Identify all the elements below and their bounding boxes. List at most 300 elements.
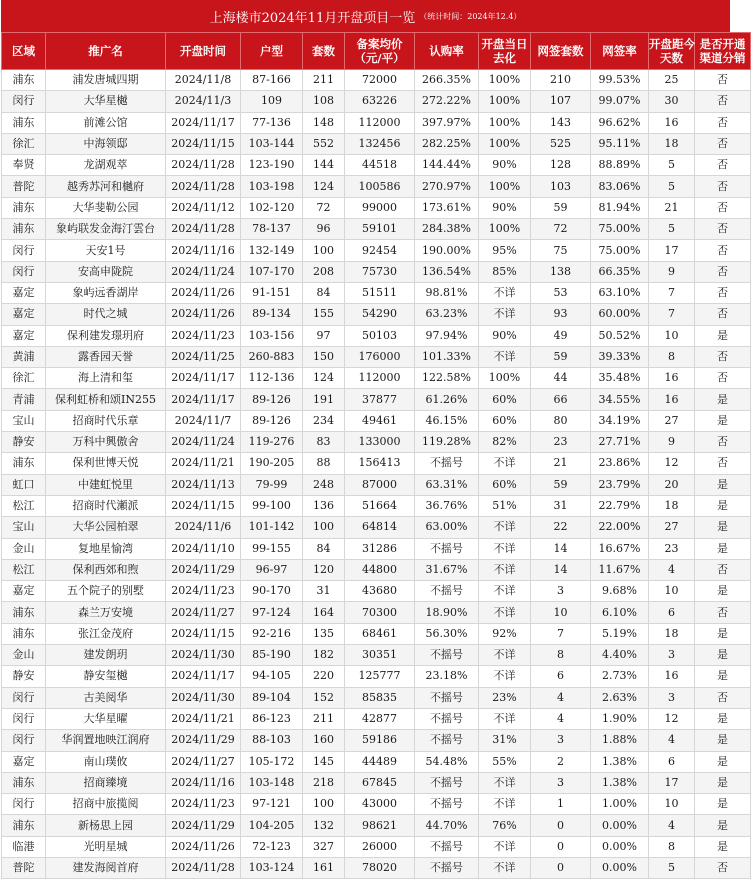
cell-avg-price: 64814	[345, 517, 415, 538]
cell-day-sellthrough: 不详	[479, 708, 531, 729]
cell-days-since-open: 7	[649, 282, 695, 303]
cell-region: 嘉定	[2, 282, 46, 303]
cell-days-since-open: 5	[649, 176, 695, 197]
table-row	[2, 133, 751, 154]
cell-open-date: 2024/11/26	[166, 304, 241, 325]
table-row	[2, 559, 751, 580]
cell-channel-distribution: 是	[695, 815, 751, 836]
cell-signed-count: 59	[531, 474, 591, 495]
cell-project-name: 建发海阅首府	[46, 857, 166, 878]
cell-project-name: 华润置地映江润府	[46, 730, 166, 751]
cell-days-since-open: 8	[649, 836, 695, 857]
cell-signed-count: 210	[531, 70, 591, 91]
cell-channel-distribution: 是	[695, 410, 751, 431]
cell-project-name: 新杨思上园	[46, 815, 166, 836]
cell-day-sellthrough: 不详	[479, 346, 531, 367]
cell-unit-size: 85-190	[241, 645, 303, 666]
cell-unit-size: 89-134	[241, 304, 303, 325]
cell-channel-distribution: 是	[695, 389, 751, 410]
sheet-title-note: （统计时间：2024年12.4）	[419, 11, 522, 21]
cell-day-sellthrough: 不详	[479, 581, 531, 602]
column-header-days-since-open: 开盘距今 天数	[649, 33, 695, 70]
cell-channel-distribution: 是	[695, 730, 751, 751]
cell-days-since-open: 21	[649, 197, 695, 218]
cell-unit-size: 112-136	[241, 368, 303, 389]
cell-avg-price: 70300	[345, 602, 415, 623]
cell-signed-count: 14	[531, 559, 591, 580]
cell-signed-rate: 22.79%	[591, 495, 649, 516]
table-row	[2, 794, 751, 815]
cell-unit-size: 99-155	[241, 538, 303, 559]
cell-signed-count: 14	[531, 538, 591, 559]
table-row	[2, 453, 751, 474]
cell-day-sellthrough: 82%	[479, 432, 531, 453]
cell-unit-size: 92-216	[241, 623, 303, 644]
cell-region: 松江	[2, 559, 46, 580]
table-row	[2, 91, 751, 112]
cell-days-since-open: 20	[649, 474, 695, 495]
cell-days-since-open: 27	[649, 517, 695, 538]
cell-day-sellthrough: 60%	[479, 474, 531, 495]
cell-channel-distribution: 是	[695, 772, 751, 793]
cell-project-name: 海上清和玺	[46, 368, 166, 389]
cell-signed-rate: 4.40%	[591, 645, 649, 666]
cell-unit-size: 103-144	[241, 133, 303, 154]
cell-unit-count: 218	[303, 772, 345, 793]
cell-unit-count: 155	[303, 304, 345, 325]
cell-signed-count: 3	[531, 730, 591, 751]
cell-signed-rate: 27.71%	[591, 432, 649, 453]
cell-project-name: 保利虹桥和颂IN255	[46, 389, 166, 410]
cell-avg-price: 156413	[345, 453, 415, 474]
cell-unit-count: 150	[303, 346, 345, 367]
cell-project-name: 天安1号	[46, 240, 166, 261]
table-row	[2, 687, 751, 708]
cell-signed-count: 2	[531, 751, 591, 772]
cell-channel-distribution: 否	[695, 197, 751, 218]
cell-open-date: 2024/11/23	[166, 325, 241, 346]
cell-project-name: 浦发唐城四期	[46, 70, 166, 91]
cell-day-sellthrough: 100%	[479, 112, 531, 133]
cell-unit-size: 109	[241, 91, 303, 112]
cell-avg-price: 75730	[345, 261, 415, 282]
cell-unit-count: 100	[303, 517, 345, 538]
cell-region: 嘉定	[2, 304, 46, 325]
cell-day-sellthrough: 100%	[479, 91, 531, 112]
table-row	[2, 368, 751, 389]
cell-unit-count: 31	[303, 581, 345, 602]
cell-open-date: 2024/11/25	[166, 346, 241, 367]
cell-signed-rate: 66.35%	[591, 261, 649, 282]
cell-signed-rate: 34.19%	[591, 410, 649, 431]
cell-region: 嘉定	[2, 325, 46, 346]
cell-subscription-rate: 144.44%	[415, 155, 479, 176]
cell-day-sellthrough: 不详	[479, 666, 531, 687]
cell-subscription-rate: 63.00%	[415, 517, 479, 538]
cell-channel-distribution: 否	[695, 368, 751, 389]
cell-avg-price: 54290	[345, 304, 415, 325]
cell-avg-price: 72000	[345, 70, 415, 91]
cell-signed-rate: 83.06%	[591, 176, 649, 197]
cell-subscription-rate: 63.31%	[415, 474, 479, 495]
cell-unit-count: 97	[303, 325, 345, 346]
cell-open-date: 2024/11/26	[166, 836, 241, 857]
cell-open-date: 2024/11/16	[166, 240, 241, 261]
cell-signed-rate: 0.00%	[591, 815, 649, 836]
table-row	[2, 304, 751, 325]
table-row	[2, 176, 751, 197]
table-row	[2, 857, 751, 878]
cell-subscription-rate: 不摇号	[415, 836, 479, 857]
cell-channel-distribution: 是	[695, 751, 751, 772]
cell-day-sellthrough: 60%	[479, 389, 531, 410]
cell-subscription-rate: 190.00%	[415, 240, 479, 261]
cell-days-since-open: 6	[649, 751, 695, 772]
sheet-title-bar	[1, 0, 730, 32]
cell-project-name: 安高申陇院	[46, 261, 166, 282]
cell-signed-rate: 1.90%	[591, 708, 649, 729]
cell-days-since-open: 17	[649, 240, 695, 261]
cell-region: 浦东	[2, 70, 46, 91]
cell-project-name: 大华星樾	[46, 91, 166, 112]
cell-channel-distribution: 否	[695, 133, 751, 154]
cell-unit-size: 103-156	[241, 325, 303, 346]
cell-avg-price: 50103	[345, 325, 415, 346]
cell-unit-count: 84	[303, 538, 345, 559]
cell-unit-size: 97-124	[241, 602, 303, 623]
cell-signed-count: 143	[531, 112, 591, 133]
cell-subscription-rate: 101.33%	[415, 346, 479, 367]
cell-unit-size: 103-124	[241, 857, 303, 878]
cell-avg-price: 59101	[345, 219, 415, 240]
cell-open-date: 2024/11/28	[166, 176, 241, 197]
cell-subscription-rate: 282.25%	[415, 133, 479, 154]
cell-project-name: 前滩公馆	[46, 112, 166, 133]
cell-open-date: 2024/11/26	[166, 282, 241, 303]
cell-region: 闵行	[2, 240, 46, 261]
cell-project-name: 中建虹悦里	[46, 474, 166, 495]
cell-unit-count: 72	[303, 197, 345, 218]
cell-unit-size: 94-105	[241, 666, 303, 687]
cell-subscription-rate: 不摇号	[415, 772, 479, 793]
cell-signed-rate: 1.38%	[591, 772, 649, 793]
cell-project-name: 象屿远香湖岸	[46, 282, 166, 303]
cell-avg-price: 67845	[345, 772, 415, 793]
cell-project-name: 中海领邸	[46, 133, 166, 154]
cell-day-sellthrough: 不详	[479, 453, 531, 474]
cell-day-sellthrough: 不详	[479, 857, 531, 878]
cell-unit-size: 97-121	[241, 794, 303, 815]
cell-channel-distribution: 否	[695, 91, 751, 112]
cell-signed-rate: 34.55%	[591, 389, 649, 410]
cell-days-since-open: 3	[649, 645, 695, 666]
cell-day-sellthrough: 90%	[479, 155, 531, 176]
cell-signed-count: 107	[531, 91, 591, 112]
cell-unit-count: 135	[303, 623, 345, 644]
cell-signed-rate: 2.63%	[591, 687, 649, 708]
cell-unit-size: 77-136	[241, 112, 303, 133]
cell-project-name: 招商时代瀬派	[46, 495, 166, 516]
cell-signed-count: 80	[531, 410, 591, 431]
cell-signed-count: 8	[531, 645, 591, 666]
cell-unit-count: 120	[303, 559, 345, 580]
cell-days-since-open: 9	[649, 261, 695, 282]
cell-channel-distribution: 否	[695, 240, 751, 261]
cell-subscription-rate: 46.15%	[415, 410, 479, 431]
cell-open-date: 2024/11/15	[166, 623, 241, 644]
cell-signed-count: 49	[531, 325, 591, 346]
cell-region: 徐汇	[2, 368, 46, 389]
cell-signed-rate: 1.88%	[591, 730, 649, 751]
cell-days-since-open: 5	[649, 155, 695, 176]
cell-subscription-rate: 270.97%	[415, 176, 479, 197]
cell-signed-rate: 75.00%	[591, 219, 649, 240]
cell-avg-price: 78020	[345, 857, 415, 878]
cell-avg-price: 125777	[345, 666, 415, 687]
cell-avg-price: 49461	[345, 410, 415, 431]
cell-region: 嘉定	[2, 581, 46, 602]
cell-region: 闵行	[2, 794, 46, 815]
cell-unit-size: 190-205	[241, 453, 303, 474]
cell-avg-price: 31286	[345, 538, 415, 559]
cell-unit-count: 148	[303, 112, 345, 133]
cell-subscription-rate: 44.70%	[415, 815, 479, 836]
cell-subscription-rate: 173.61%	[415, 197, 479, 218]
cell-unit-size: 260-883	[241, 346, 303, 367]
column-header-signed-rate: 网签率	[591, 33, 649, 70]
table-row	[2, 495, 751, 516]
cell-day-sellthrough: 23%	[479, 687, 531, 708]
cell-open-date: 2024/11/24	[166, 432, 241, 453]
cell-region: 浦东	[2, 197, 46, 218]
table-row	[2, 197, 751, 218]
cell-avg-price: 30351	[345, 645, 415, 666]
cell-day-sellthrough: 51%	[479, 495, 531, 516]
cell-channel-distribution: 否	[695, 687, 751, 708]
cell-avg-price: 44489	[345, 751, 415, 772]
cell-project-name: 大华公园柏翠	[46, 517, 166, 538]
cell-signed-rate: 0.00%	[591, 857, 649, 878]
cell-channel-distribution: 否	[695, 432, 751, 453]
cell-subscription-rate: 397.97%	[415, 112, 479, 133]
cell-subscription-rate: 不摇号	[415, 794, 479, 815]
table-row	[2, 410, 751, 431]
column-header-avg-price: 备案均价 （元/平）	[345, 33, 415, 70]
cell-signed-count: 0	[531, 815, 591, 836]
cell-subscription-rate: 122.58%	[415, 368, 479, 389]
cell-avg-price: 112000	[345, 368, 415, 389]
cell-signed-count: 72	[531, 219, 591, 240]
cell-unit-size: 78-137	[241, 219, 303, 240]
table-row	[2, 581, 751, 602]
cell-signed-rate: 39.33%	[591, 346, 649, 367]
cell-unit-count: 182	[303, 645, 345, 666]
cell-unit-size: 79-99	[241, 474, 303, 495]
cell-avg-price: 112000	[345, 112, 415, 133]
cell-signed-count: 59	[531, 197, 591, 218]
cell-signed-count: 66	[531, 389, 591, 410]
cell-signed-count: 6	[531, 666, 591, 687]
cell-signed-rate: 95.11%	[591, 133, 649, 154]
cell-days-since-open: 10	[649, 581, 695, 602]
cell-unit-count: 327	[303, 836, 345, 857]
cell-day-sellthrough: 85%	[479, 261, 531, 282]
cell-subscription-rate: 不摇号	[415, 730, 479, 751]
cell-region: 普陀	[2, 857, 46, 878]
cell-days-since-open: 4	[649, 559, 695, 580]
cell-open-date: 2024/11/6	[166, 517, 241, 538]
cell-project-name: 时代之城	[46, 304, 166, 325]
cell-unit-size: 119-276	[241, 432, 303, 453]
cell-signed-rate: 88.89%	[591, 155, 649, 176]
cell-subscription-rate: 不摇号	[415, 857, 479, 878]
cell-subscription-rate: 不摇号	[415, 687, 479, 708]
cell-signed-count: 22	[531, 517, 591, 538]
table-row	[2, 708, 751, 729]
cell-open-date: 2024/11/17	[166, 368, 241, 389]
cell-open-date: 2024/11/15	[166, 133, 241, 154]
cell-signed-count: 0	[531, 836, 591, 857]
cell-open-date: 2024/11/21	[166, 453, 241, 474]
cell-region: 徐汇	[2, 133, 46, 154]
cell-signed-rate: 99.53%	[591, 70, 649, 91]
cell-subscription-rate: 61.26%	[415, 389, 479, 410]
cell-channel-distribution: 否	[695, 112, 751, 133]
cell-unit-count: 191	[303, 389, 345, 410]
table-row	[2, 666, 751, 687]
cell-open-date: 2024/11/17	[166, 666, 241, 687]
cell-region: 闵行	[2, 730, 46, 751]
cell-unit-count: 124	[303, 368, 345, 389]
cell-subscription-rate: 56.30%	[415, 623, 479, 644]
cell-day-sellthrough: 76%	[479, 815, 531, 836]
cell-signed-rate: 16.67%	[591, 538, 649, 559]
cell-signed-count: 3	[531, 772, 591, 793]
cell-channel-distribution: 是	[695, 708, 751, 729]
cell-day-sellthrough: 100%	[479, 176, 531, 197]
cell-subscription-rate: 97.94%	[415, 325, 479, 346]
cell-region: 浦东	[2, 815, 46, 836]
cell-days-since-open: 16	[649, 112, 695, 133]
cell-subscription-rate: 36.76%	[415, 495, 479, 516]
cell-unit-count: 248	[303, 474, 345, 495]
cell-region: 浦东	[2, 219, 46, 240]
cell-avg-price: 176000	[345, 346, 415, 367]
cell-region: 宝山	[2, 410, 46, 431]
cell-region: 松江	[2, 495, 46, 516]
column-header-region: 区域	[2, 33, 46, 70]
cell-open-date: 2024/11/29	[166, 815, 241, 836]
cell-signed-count: 31	[531, 495, 591, 516]
cell-signed-count: 138	[531, 261, 591, 282]
cell-unit-size: 96-97	[241, 559, 303, 580]
table-row	[2, 474, 751, 495]
table-row	[2, 219, 751, 240]
cell-avg-price: 85835	[345, 687, 415, 708]
cell-subscription-rate: 284.38%	[415, 219, 479, 240]
table-row	[2, 325, 751, 346]
cell-channel-distribution: 是	[695, 794, 751, 815]
cell-unit-count: 145	[303, 751, 345, 772]
cell-open-date: 2024/11/23	[166, 581, 241, 602]
cell-unit-count: 83	[303, 432, 345, 453]
table-row	[2, 282, 751, 303]
cell-open-date: 2024/11/28	[166, 857, 241, 878]
cell-project-name: 大华斐勒公园	[46, 197, 166, 218]
table-row	[2, 389, 751, 410]
column-header-unit-size: 户型	[241, 33, 303, 70]
column-header-day-sellthrough: 开盘当日 去化	[479, 33, 531, 70]
cell-avg-price: 68461	[345, 623, 415, 644]
cell-unit-size: 89-126	[241, 410, 303, 431]
cell-signed-rate: 11.67%	[591, 559, 649, 580]
cell-open-date: 2024/11/12	[166, 197, 241, 218]
cell-channel-distribution: 否	[695, 70, 751, 91]
cell-unit-count: 88	[303, 453, 345, 474]
cell-day-sellthrough: 不详	[479, 282, 531, 303]
cell-unit-size: 88-103	[241, 730, 303, 751]
cell-unit-count: 136	[303, 495, 345, 516]
cell-channel-distribution: 是	[695, 474, 751, 495]
cell-open-date: 2024/11/28	[166, 155, 241, 176]
cell-region: 临港	[2, 836, 46, 857]
cell-unit-size: 89-126	[241, 389, 303, 410]
cell-day-sellthrough: 不详	[479, 559, 531, 580]
cell-unit-count: 100	[303, 794, 345, 815]
cell-avg-price: 132456	[345, 133, 415, 154]
cell-subscription-rate: 不摇号	[415, 645, 479, 666]
cell-subscription-rate: 不摇号	[415, 538, 479, 559]
cell-signed-rate: 6.10%	[591, 602, 649, 623]
cell-open-date: 2024/11/13	[166, 474, 241, 495]
cell-subscription-rate: 31.67%	[415, 559, 479, 580]
cell-signed-rate: 75.00%	[591, 240, 649, 261]
cell-project-name: 建发朗玥	[46, 645, 166, 666]
cell-open-date: 2024/11/28	[166, 219, 241, 240]
cell-signed-count: 23	[531, 432, 591, 453]
column-header-subscription-rate: 认购率	[415, 33, 479, 70]
cell-days-since-open: 10	[649, 325, 695, 346]
cell-day-sellthrough: 60%	[479, 410, 531, 431]
cell-signed-rate: 0.00%	[591, 836, 649, 857]
cell-unit-count: 152	[303, 687, 345, 708]
table-row	[2, 70, 751, 91]
cell-signed-rate: 60.00%	[591, 304, 649, 325]
cell-days-since-open: 25	[649, 70, 695, 91]
cell-days-since-open: 27	[649, 410, 695, 431]
cell-unit-size: 103-148	[241, 772, 303, 793]
cell-unit-count: 220	[303, 666, 345, 687]
cell-days-since-open: 23	[649, 538, 695, 559]
cell-region: 闵行	[2, 708, 46, 729]
cell-day-sellthrough: 不详	[479, 794, 531, 815]
table-row	[2, 772, 751, 793]
cell-day-sellthrough: 92%	[479, 623, 531, 644]
cell-unit-count: 84	[303, 282, 345, 303]
cell-days-since-open: 4	[649, 730, 695, 751]
table-row	[2, 432, 751, 453]
cell-channel-distribution: 否	[695, 155, 751, 176]
table-row	[2, 645, 751, 666]
cell-days-since-open: 3	[649, 687, 695, 708]
table-row	[2, 623, 751, 644]
cell-days-since-open: 30	[649, 91, 695, 112]
table-header-row	[2, 33, 751, 70]
cell-avg-price: 100586	[345, 176, 415, 197]
cell-signed-count: 10	[531, 602, 591, 623]
table-row	[2, 517, 751, 538]
cell-project-name: 光明星城	[46, 836, 166, 857]
